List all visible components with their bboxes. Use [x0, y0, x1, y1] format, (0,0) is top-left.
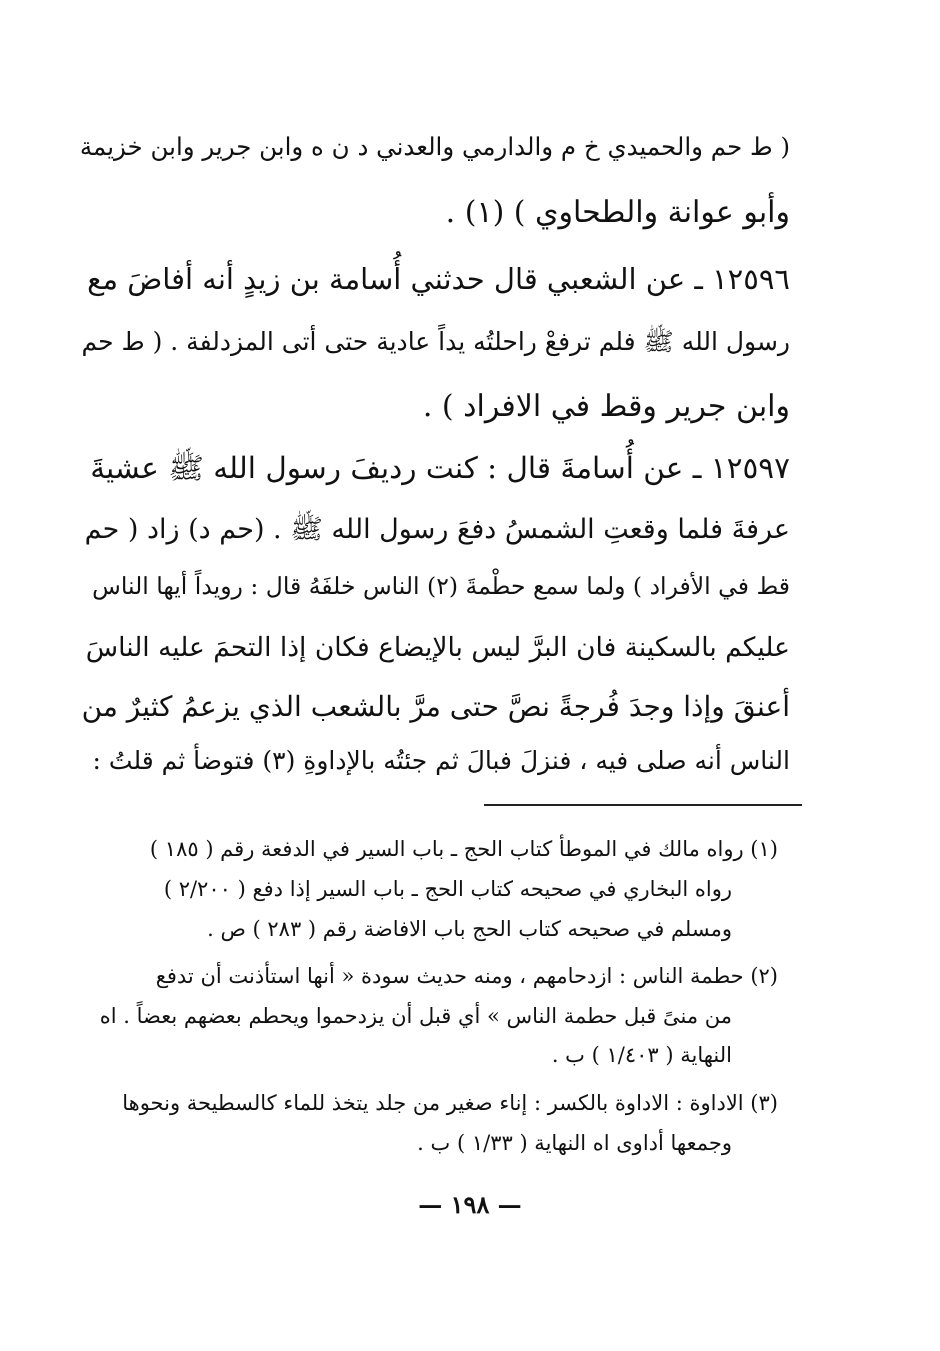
main-text-line: أعنقَ وإذا وجدَ فُرجةً نصَّ حتى مرَّ بالشعب الذي يزعمُ كثيرٌ من [81, 690, 790, 723]
main-text-line: الناس أنه صلى فيه ، فنزلَ فبالَ ثم جئتُه بالإداوةِ (٣) فتوضأ ثم قلتُ : [92, 746, 790, 775]
main-text-line: عليكم بالسكينة فان البرَّ ليس بالإيضاع فكان إذا التحمَ عليه الناسَ [85, 632, 790, 663]
footnote-1-cont: ومسلم في صحيحه كتاب الحج باب الافاضة رقم ( ٢٨٣ ) ص . [207, 917, 732, 941]
main-text-line: عرفةَ فلما وقعتِ الشمسُ دفعَ رسول الله ﷺ . (حم د) زاد ( حم [84, 514, 790, 545]
main-text-line: وأبو عوانة والطحاوي ) (١) . [445, 195, 790, 230]
footnote-2: (٢) حطمة الناس : ازدحامهم ، ومنه حديث سودة « أنها استأذنت أن تدفع [155, 964, 778, 988]
main-text-line: وابن جرير وقط في الافراد ) . [422, 389, 790, 424]
footnote-3: (٣) الاداوة : الاداوة بالكسر : إناء صغير من جلد يتخذ للماء كالسطيحة ونحوها [122, 1091, 778, 1115]
footnote-2-cont: النهاية ( ١/٤٠٣ ) ب . [551, 1043, 732, 1067]
footnote-separator [484, 804, 802, 806]
main-text-line: قط في الأفراد ) ولما سمع حطْمةَ (٢) الناس خلفَهُ قال : رويداً أيها الناس [92, 572, 790, 600]
hadith-12596-line: ١٢٥٩٦ ـ عن الشعبي قال حدثني أُسامة بن زيدٍ أنه أفاضَ مع [87, 262, 790, 296]
main-text-line: رسول الله ﷺ فلم ترفعْ راحلتُه يداً عادية حتى أتى المزدلفة . ( ط حم [81, 327, 790, 356]
footnote-3-cont: وجمعها أداوى اه النهاية ( ١/٣٣ ) ب . [417, 1131, 732, 1155]
main-text-line: ( ط حم والحميدي خ م والدارمي والعدني د ن ه وابن جرير وابن خزيمة [79, 132, 790, 161]
footnote-1: (١) رواه مالك في الموطأ كتاب الحج ـ باب السير في الدفعة رقم ( ١٨٥ ) [149, 837, 778, 861]
footnote-2-cont: من منىً قبل حطمة الناس » أي قبل أن يزدحموا ويحطم بعضهم بعضاً . اه [99, 1004, 732, 1028]
page-number: — ١٩٨ — [418, 1190, 522, 1219]
footnote-1-cont: رواه البخاري في صحيحه كتاب الحج ـ باب السير إذا دفع ( ٢/٢٠٠ ) [163, 877, 732, 901]
hadith-12597-line: ١٢٥٩٧ ـ عن أُسامةَ قال : كنت رديفَ رسول الله ﷺ عشيةَ [90, 451, 790, 485]
